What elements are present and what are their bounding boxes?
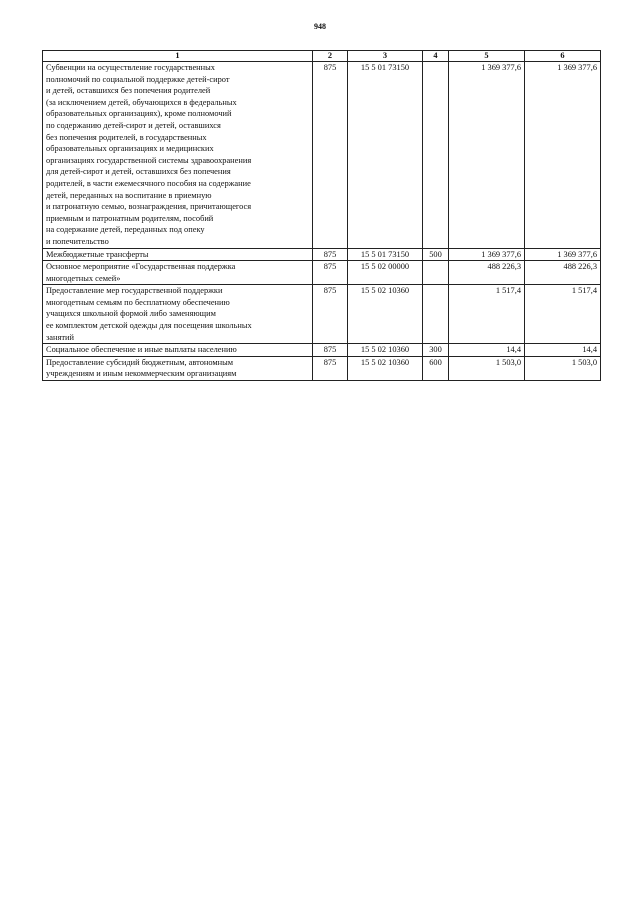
table-row: [43, 62, 601, 249]
budget-table: [42, 50, 601, 381]
row-name-line: родителей, в части ежемесячного пособия на содержание: [46, 178, 251, 188]
row-name-line: и патронатную семью, вознаграждения, причитающегося: [46, 202, 252, 212]
row-sum1-cell: 1 517,4: [449, 285, 525, 344]
table-row: [43, 248, 601, 261]
row-sum2-cell: 14,4: [525, 344, 601, 357]
row-name-line: Социальное обеспечение и иные выплаты населению: [46, 345, 237, 355]
header-col-2: 2: [313, 51, 348, 62]
row-name-line: учреждениям и иным некоммерческим организациям: [46, 369, 237, 379]
row-code-cell: 875: [313, 356, 348, 380]
row-name-line: образовательных организациях), кроме полномочий: [46, 109, 232, 119]
header-col-1: 1: [43, 51, 313, 62]
row-sum2-cell: 1 369 377,6: [525, 248, 601, 261]
row-sum1-cell: 488 226,3: [449, 261, 525, 285]
row-name-line: и попечительство: [46, 236, 109, 246]
row-csr-cell: 15 5 02 00000: [348, 261, 423, 285]
row-name-line: образовательных организациях и медицинских: [46, 144, 214, 154]
row-name-line: многодетным семьям по бесплатному обеспечению: [46, 297, 230, 307]
row-sum2-cell: 488 226,3: [525, 261, 601, 285]
table-row: [43, 356, 601, 380]
row-name-line: организациях государственной системы здравоохранения: [46, 155, 252, 165]
row-code-cell: 875: [313, 344, 348, 357]
row-vr-cell: 600: [423, 356, 449, 380]
row-name-line: по содержанию детей-сирот и детей, оставшихся: [46, 120, 221, 130]
row-sum1-cell: 1 503,0: [449, 356, 525, 380]
row-sum2-cell: 1 369 377,6: [525, 62, 601, 249]
row-name-line: занятий: [46, 332, 74, 342]
row-name-line: ее комплектом детской одежды для посещения школьных: [46, 321, 252, 331]
row-name-cell: [43, 62, 313, 249]
row-vr-cell: [423, 261, 449, 285]
row-sum2-cell: 1 503,0: [525, 356, 601, 380]
row-name-line: (за исключением детей, обучающихся в федеральных: [46, 97, 237, 107]
row-code-cell: 875: [313, 248, 348, 261]
header-row: [43, 51, 601, 62]
table-row: [43, 344, 601, 357]
row-csr-cell: 15 5 02 10360: [348, 285, 423, 344]
row-vr-cell: [423, 62, 449, 249]
row-name-cell: [43, 248, 313, 261]
row-name-line: Межбюджетные трансферты: [46, 249, 149, 259]
header-col-5: 5: [449, 51, 525, 62]
row-name-line: Предоставление мер государственной поддержки: [46, 286, 223, 296]
row-name-line: Субвенции на осуществление государственных: [46, 63, 215, 72]
row-name-cell: [43, 356, 313, 380]
row-sum2-cell: 1 517,4: [525, 285, 601, 344]
table-row: [43, 285, 601, 344]
row-name-line: без попечения родителей, в государственных: [46, 132, 207, 142]
row-csr-cell: 15 5 02 10360: [348, 356, 423, 380]
row-name-line: детей, переданных на воспитание в приемную: [46, 190, 212, 200]
row-vr-cell: [423, 285, 449, 344]
row-name-line: приемным и патронатным родителям, пособий: [46, 213, 214, 223]
header-col-3: 3: [348, 51, 423, 62]
row-csr-cell: 15 5 01 73150: [348, 62, 423, 249]
page-number: 948: [314, 22, 326, 31]
row-name-line: Предоставление субсидий бюджетным, автономным: [46, 357, 234, 367]
table-body: [43, 62, 601, 381]
row-sum1-cell: 1 369 377,6: [449, 62, 525, 249]
row-vr-cell: 300: [423, 344, 449, 357]
row-name-line: для детей-сирот и детей, оставшихся без попечения: [46, 167, 231, 177]
header-col-6: 6: [525, 51, 601, 62]
row-name-line: на содержание детей, переданных под опеку: [46, 225, 205, 235]
row-vr-cell: 500: [423, 248, 449, 261]
row-name-line: полномочий по социальной поддержке детей-сирот: [46, 74, 230, 84]
row-code-cell: 875: [313, 285, 348, 344]
row-code-cell: 875: [313, 261, 348, 285]
table-row: [43, 261, 601, 285]
row-name-cell: [43, 261, 313, 285]
row-name-line: Основное мероприятие «Государственная поддержка: [46, 262, 236, 272]
row-csr-cell: 15 5 02 10360: [348, 344, 423, 357]
row-name-line: учащихся школьной формой либо заменяющим: [46, 309, 216, 319]
row-name-cell: [43, 344, 313, 357]
row-csr-cell: 15 5 01 73150: [348, 248, 423, 261]
row-name-cell: [43, 285, 313, 344]
row-name-line: многодетных семей»: [46, 273, 121, 283]
row-code-cell: 875: [313, 62, 348, 249]
row-name-line: и детей, оставшихся без попечения родителей: [46, 86, 211, 96]
row-sum1-cell: 14,4: [449, 344, 525, 357]
header-col-4: 4: [423, 51, 449, 62]
row-sum1-cell: 1 369 377,6: [449, 248, 525, 261]
